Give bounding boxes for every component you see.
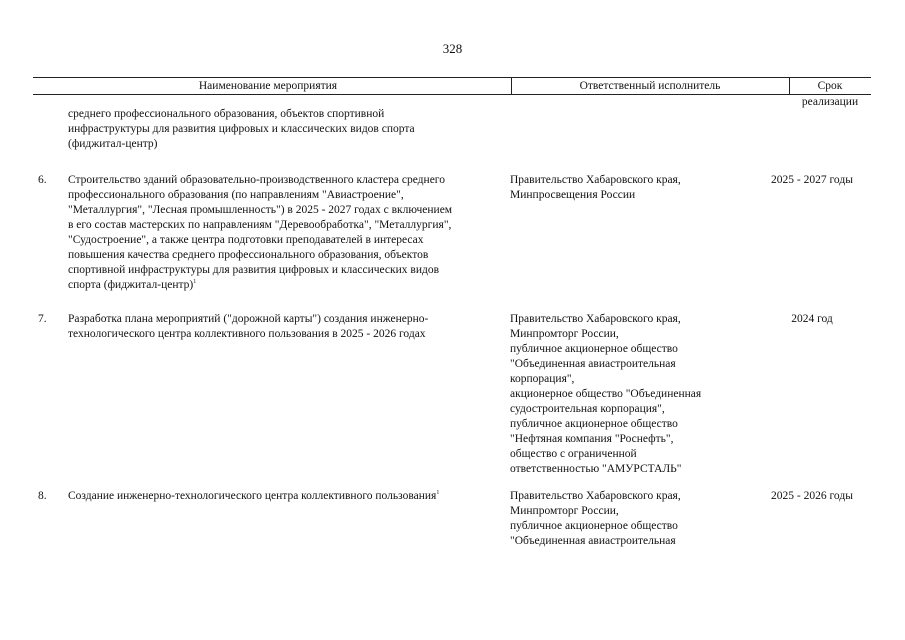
text-line: "Судостроение", а также центра подготовки преподавателей в интересах: [68, 234, 424, 246]
text-line: технологического центра коллективного пользования в 2025 - 2026 годах: [68, 328, 426, 340]
text-line: (фиджитал-центр): [68, 138, 158, 150]
text-line: корпорация",: [510, 373, 575, 385]
row-executor: [510, 173, 770, 203]
text-line: Минпромторг России,: [510, 328, 619, 340]
text-line: Создание инженерно-технологического центра коллективного пользования: [68, 490, 437, 502]
header-executor: Ответственный исполнитель: [579, 80, 721, 92]
row-term: 2024 год: [791, 313, 833, 325]
text-line: публичное акционерное общество: [510, 418, 678, 430]
text-line: Правительство Хабаровского края,: [510, 313, 681, 325]
row-name: [68, 173, 508, 293]
text-line: Минпромторг России,: [510, 505, 619, 517]
row-name: [68, 312, 508, 342]
text-line: "Объединенная авиастроительная: [510, 535, 676, 547]
page-number: 328: [442, 41, 463, 56]
row-executor: [510, 312, 770, 477]
text-line-with-footnote: [68, 489, 508, 504]
text-line: "Металлургия", "Лесная промышленность") в 2025 - 2027 годах с включением: [68, 204, 453, 216]
text-line: профессионального образования (по направлениям "Авиастроение",: [68, 189, 404, 201]
text-line: повышения качества среднего профессионального образования, объектов: [68, 249, 429, 261]
continuation-text: [68, 107, 508, 152]
header-term: Срок реализации: [801, 80, 859, 108]
text-line-with-footnote: [68, 278, 508, 293]
text-line: публичное акционерное общество: [510, 520, 678, 532]
text-line: среднего профессионального образования, объектов спортивной: [68, 108, 385, 120]
row-number: 7.: [38, 313, 47, 325]
text-line: спорта (фиджитал-центр): [68, 279, 194, 291]
row-term: 2025 - 2027 годы: [771, 174, 853, 186]
row-number: 6.: [38, 174, 47, 186]
text-line: общество с ограниченной: [510, 448, 637, 460]
text-line: "Нефтяная компания "Роснефть",: [510, 433, 674, 445]
header-name: Наименование мероприятия: [198, 80, 338, 92]
text-line: "Объединенная авиастроительная: [510, 358, 676, 370]
row-number: 8.: [38, 490, 47, 502]
footnote-mark: 1: [436, 490, 440, 496]
footnote-mark: 1: [193, 279, 197, 285]
text-line: спортивной инфраструктуры для развития цифровых и классических видов: [68, 264, 439, 276]
text-line: Правительство Хабаровского края,: [510, 174, 681, 186]
text-line: Минпросвещения России: [510, 189, 636, 201]
row-executor: [510, 489, 770, 549]
row-term: 2025 - 2026 годы: [771, 490, 853, 502]
text-line: Разработка плана мероприятий ("дорожной карты") создания инженерно-: [68, 313, 429, 325]
table-header: [33, 77, 871, 108]
text-line: акционерное общество "Объединенная: [510, 388, 702, 400]
text-line: публичное акционерное общество: [510, 343, 678, 355]
text-line: Правительство Хабаровского края,: [510, 490, 681, 502]
text-line: инфраструктуры для развития цифровых и классических видов спорта: [68, 123, 415, 135]
text-line: в его состав мастерских по направлениям "Деревообработка", "Металлургия",: [68, 219, 452, 231]
text-line: судостроительная корпорация",: [510, 403, 665, 415]
row-name: [68, 489, 508, 504]
text-line: ответственностью "АМУРСТАЛЬ": [510, 463, 682, 475]
text-line: Строительство зданий образовательно-производственного кластера среднего: [68, 174, 445, 186]
